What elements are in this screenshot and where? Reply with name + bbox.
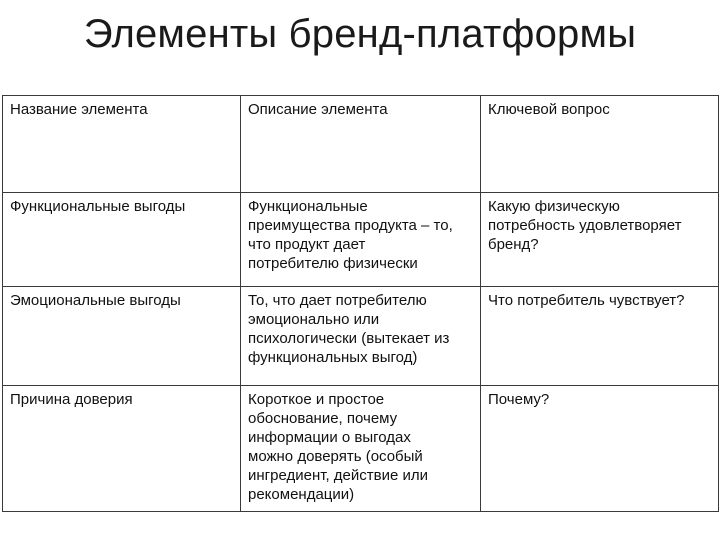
cell-text-line: информации о выгодах (248, 429, 411, 446)
cell-text-line: функциональных выгод) (248, 349, 418, 366)
table-row (3, 287, 719, 386)
page-title: Элементы бренд-платформы (83, 12, 637, 56)
cell-text-line: Функциональные выгоды (10, 198, 186, 215)
cell-text-line: Ключевой вопрос (488, 101, 610, 118)
cell-text-line: что продукт дает (248, 236, 366, 253)
cell-element-name (3, 193, 241, 287)
cell-text-line: эмоционально или (248, 311, 380, 328)
cell-text-line: Короткое и простое (248, 391, 385, 408)
cell-key-question (481, 287, 719, 386)
cell-element-name (3, 287, 241, 386)
table-row (3, 193, 719, 287)
cell-text-line: Название элемента (10, 101, 148, 118)
cell-element-description (241, 386, 481, 512)
cell-text-line: рекомендации) (248, 486, 355, 503)
cell-text-line: Описание элемента (248, 101, 388, 118)
cell-text-line: Причина доверия (10, 391, 133, 408)
header-cell-element-name (3, 96, 241, 193)
cell-text-line: Почему? (488, 391, 550, 408)
cell-element-description (241, 193, 481, 287)
cell-text-line: Какую физическую (488, 198, 620, 215)
cell-element-name (3, 386, 241, 512)
cell-key-question (481, 386, 719, 512)
cell-text-line: можно доверять (особый (248, 448, 423, 465)
cell-text-line: психологически (вытекает из (248, 330, 450, 347)
header-cell-key-question (481, 96, 719, 193)
cell-text-line: обоснование, почему (248, 410, 398, 427)
brand-platform-table (2, 95, 719, 512)
cell-text-line: Что потребитель чувствует? (488, 292, 685, 309)
cell-text-line: Функциональные (248, 198, 368, 215)
cell-text-line: преимущества продукта – то, (248, 217, 453, 234)
cell-text-line: ингредиент, действие или (248, 467, 428, 484)
cell-key-question (481, 193, 719, 287)
table-header-row (3, 96, 719, 193)
cell-text-line: потребителю физически (248, 255, 418, 272)
cell-text-line: бренд? (488, 236, 539, 253)
header-cell-element-description (241, 96, 481, 193)
cell-element-description (241, 287, 481, 386)
cell-text-line: То, что дает потребителю (248, 292, 427, 309)
table-row (3, 386, 719, 512)
cell-text-line: Эмоциональные выгоды (10, 292, 181, 309)
cell-text-line: потребность удовлетворяет (488, 217, 682, 234)
